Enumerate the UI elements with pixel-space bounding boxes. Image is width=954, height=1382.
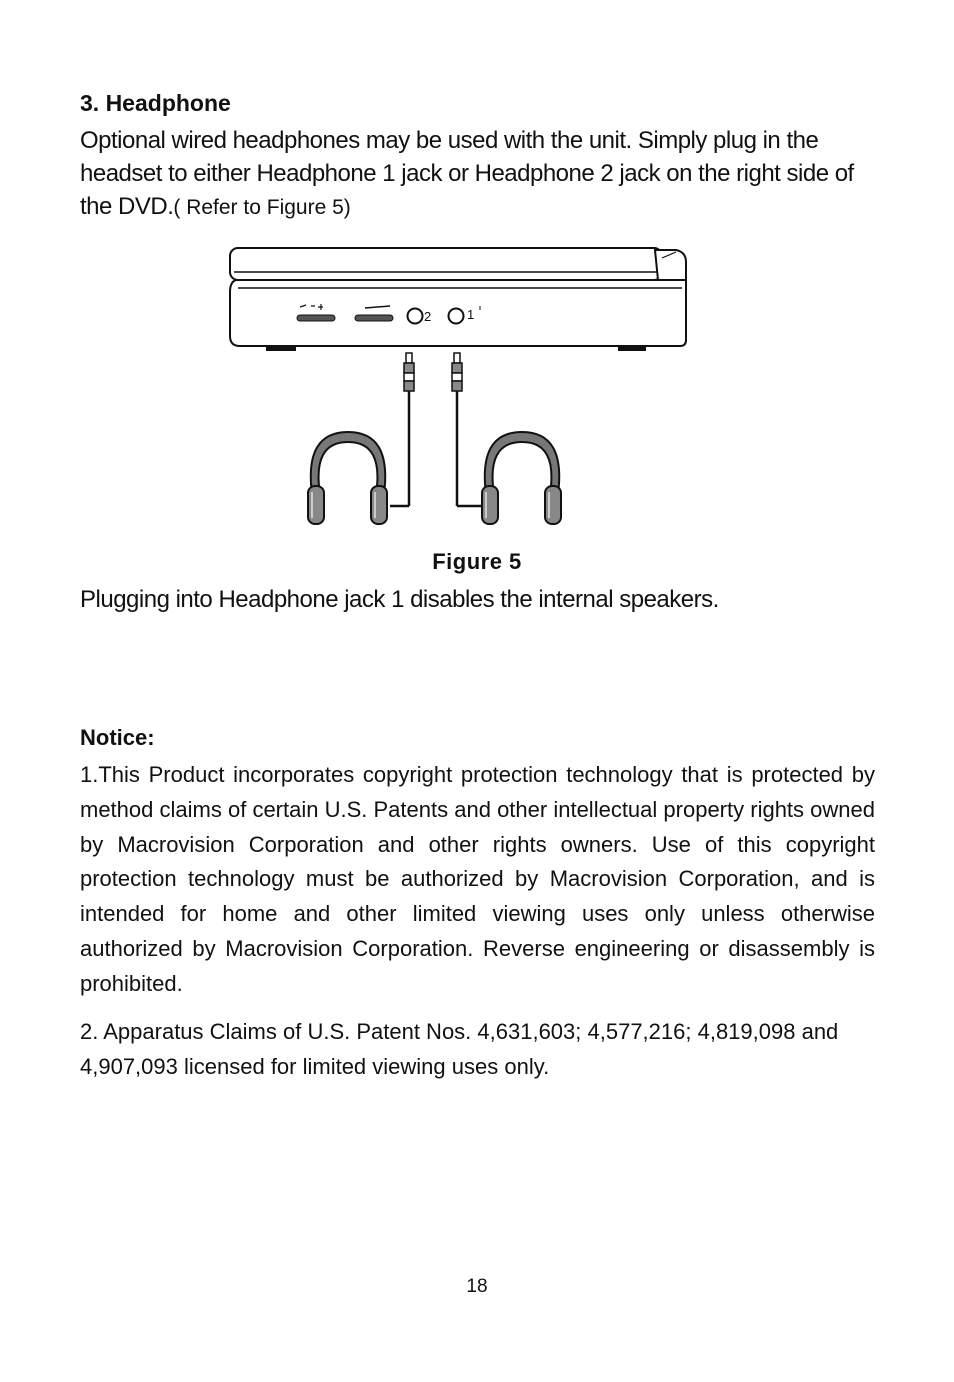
intro-main-text: Optional wired headphones may be used with the unit. Simply plug in the headset to either Headphone 1 jack or Headphone 2 jack on the right side of the DVD. <box>80 127 854 220</box>
headphones-icon <box>308 432 387 524</box>
jack-2-label: 2 <box>424 309 432 324</box>
notice-title: Notice: <box>80 725 155 750</box>
figure-note: Plugging into Headphone jack 1 disables the internal speakers. <box>80 586 719 613</box>
headphones-icon <box>482 432 561 524</box>
figure-caption: Figure 5 <box>432 549 522 574</box>
notice-item-2: 2. Apparatus Claims of U.S. Patent Nos. 4,631,603; 4,577,216; 4,819,098 and 4,907,093 licensed for limited viewing uses only. <box>80 1019 839 1079</box>
section-heading: 3. Headphone <box>80 90 231 116</box>
headphone-plug-icon <box>390 353 414 506</box>
headphone-plug-icon <box>452 353 486 506</box>
dvd-player-icon <box>230 248 686 351</box>
jack-1-label: 1 <box>467 307 475 322</box>
intro-paragraph <box>80 124 880 224</box>
figure-5-illustration <box>200 236 720 536</box>
notice-item-1: 1.This Product incorporates copyright protection technology that is protected by method claims of certain U.S. Patents and other intellectual property rights owned by Macrovision Corporation and other rights owners. Use of this copyright protection technology must be authorized by Macrovision Corporation, and is intended for home and other limited viewing uses only unless otherwise authorized by Macrovision Corporation. Reverse engineering or disassembly is prohibited. <box>80 762 875 996</box>
intro-figure-reference: ( Refer to Figure 5) <box>173 196 351 219</box>
page-number: 18 <box>466 1276 488 1297</box>
